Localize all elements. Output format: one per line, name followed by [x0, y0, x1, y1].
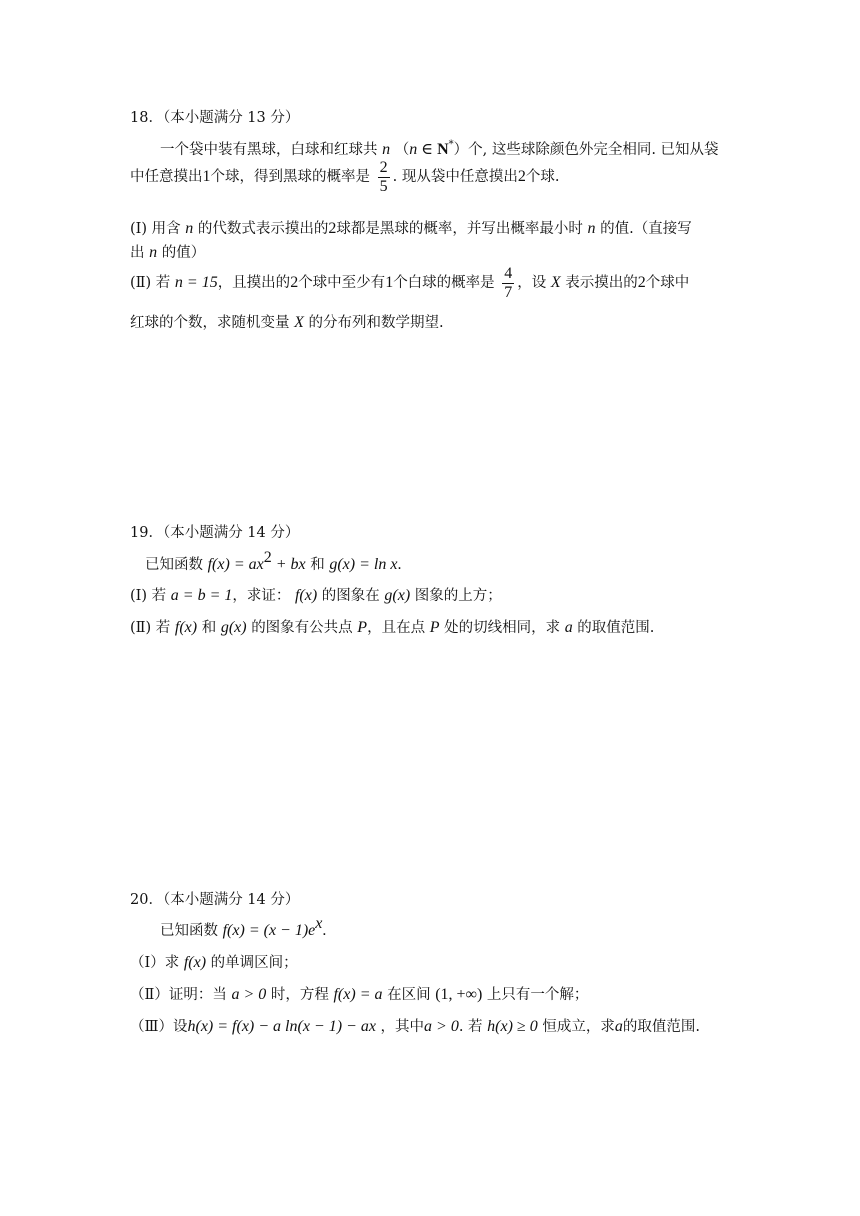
q20-part3: （Ⅲ）设h(x) = f(x) − a ln(x − 1) − ax ，其中a > 0. 若 h(x) ≥ 0 恒成立，求a的取值范围.: [130, 1018, 700, 1035]
q20-header: 20．（本小题满分 14 分）: [130, 892, 300, 908]
q20-part1: （Ⅰ）求 f(x) 的单调区间；: [130, 954, 298, 971]
q18-part2-line2: 红球的个数，求随机变量 X 的分布列和数学期望.: [130, 314, 444, 331]
q18-part1-line1: (Ⅰ) 用含 n 的代数式表示摸出的2球都是黑球的概率，并写出概率最小时 n 的值.（直接写: [130, 220, 692, 237]
q18-part2-line1: (Ⅱ) 若 n = 15，且摸出的2个球中至少有1个白球的概率是 $\frac{4}{7}$ ，设 X 表示摸出的2个球中: [130, 264, 690, 301]
q19-part2: (Ⅱ) 若 f(x) 和 g(x) 的图象有公共点 P，且在点 P 处的切线相同，求 a 的取值范围.: [130, 619, 655, 636]
fraction-four-sevenths: $\frac{4}{7}$: [504, 264, 513, 301]
q19-header: 19．（本小题满分 14 分）: [130, 525, 300, 541]
q19-intro: 已知函数 $f(x) = ax^2$ + bx 和 g(x) = ln x.: [145, 549, 402, 573]
q20-part2: （Ⅱ）证明：当 a > 0 时，方程 f(x) = a 在区间 (1, +∞) 上只有一个解；: [130, 986, 589, 1003]
q18-part1-line2: 出 n 的值）: [130, 244, 206, 261]
fraction-two-fifths: $\frac{2}{5}$: [379, 158, 388, 195]
q18-header: 18．（本小题满分 13 分）: [130, 110, 300, 126]
q18-intro-line1: 一个袋中装有黑球，白球和红球共 n （n ∈ N*）个, 这些球除颜色外完全相同. 已知从袋: [160, 139, 719, 158]
q19-part1: (Ⅰ) 若 a = b = 1，求证： f(x) 的图象在 g(x) 图象的上方；: [130, 587, 502, 604]
q18-intro-line2: 中任意摸出1个球，得到黑球的概率是 $\frac{2}{5}$ . 现从袋中任意摸出2个球.: [130, 158, 560, 195]
q20-intro: 已知函数 $f(x) = (x - 1)e^x$.: [160, 915, 327, 939]
